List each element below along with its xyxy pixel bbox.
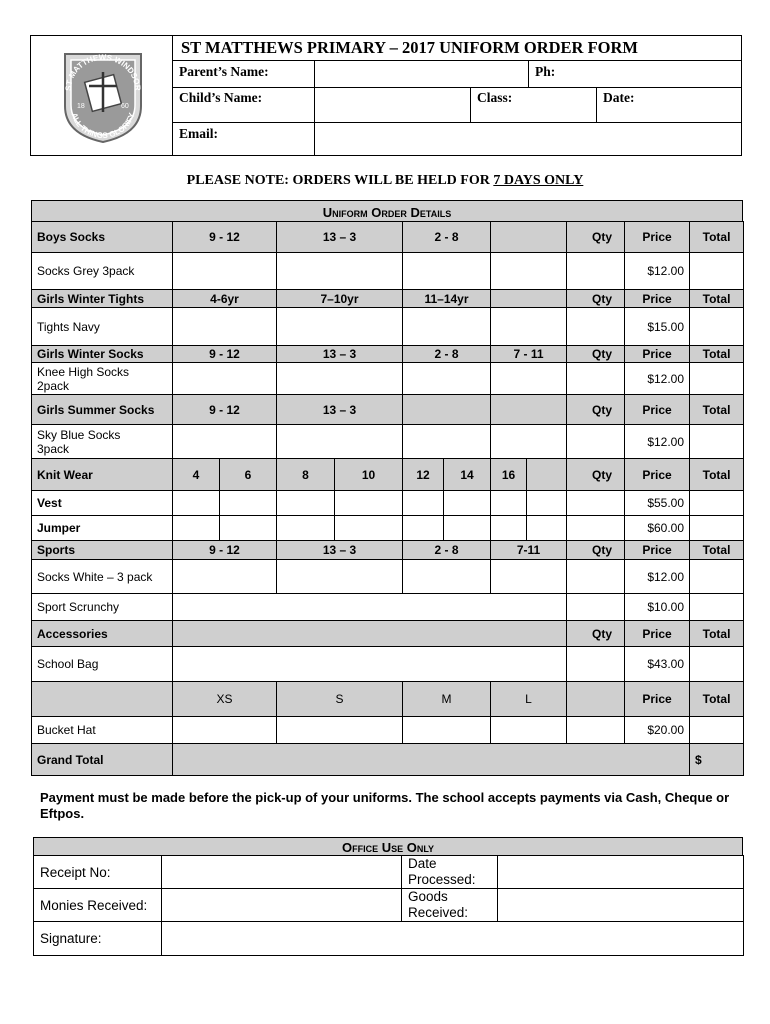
item-label: Sport Scrunchy — [32, 594, 173, 621]
size-input[interactable] — [403, 425, 491, 459]
form-title: ST MATTHEWS PRIMARY – 2017 UNIFORM ORDER FORM — [181, 38, 638, 57]
price-header: Price — [625, 395, 690, 425]
size-input[interactable] — [403, 560, 491, 594]
size-header: 9 - 12 — [173, 541, 277, 560]
price-header: Price — [625, 621, 690, 647]
total-header: Total — [690, 222, 744, 253]
signature-field[interactable] — [162, 922, 744, 956]
price-value: $12.00 — [625, 363, 690, 395]
size-input[interactable] — [403, 491, 444, 516]
price-value: $55.00 — [625, 491, 690, 516]
total-header: Total — [690, 621, 744, 647]
size-header-blank — [491, 290, 567, 308]
date-field[interactable] — [643, 88, 739, 121]
item-label: School Bag — [32, 647, 173, 682]
item-label-line: Knee High Socks — [37, 364, 130, 379]
knit-wear-label: Knit Wear — [32, 459, 173, 491]
item-label: Vest — [32, 491, 173, 516]
phone-field[interactable] — [571, 61, 739, 86]
qty-input[interactable] — [567, 717, 625, 744]
qty-header: Qty — [567, 541, 625, 560]
qty-input[interactable] — [567, 491, 625, 516]
size-input[interactable] — [527, 516, 567, 541]
size-header: 2 - 8 — [403, 541, 491, 560]
item-label: Tights Navy — [32, 308, 173, 346]
parents-name-label: Parent’s Name: — [179, 64, 269, 79]
size-input[interactable] — [277, 363, 403, 395]
note-days: 7 DAYS ONLY — [493, 173, 584, 188]
monies-received-label: Monies Received: — [34, 889, 162, 922]
size-header: 13 – 3 — [277, 541, 403, 560]
table-row — [32, 560, 744, 594]
price-value: $20.00 — [625, 717, 690, 744]
total-header: Total — [690, 459, 744, 491]
girls-tights-header-row — [32, 290, 744, 308]
svg-text:ST MATTHEWS WINDSOR: ST MATTHEWS WINDSOR — [63, 52, 143, 92]
size-header: 4-6yr — [173, 290, 277, 308]
price-header: Price — [625, 290, 690, 308]
price-header: Price — [625, 222, 690, 253]
price-value: $43.00 — [625, 647, 690, 682]
size-input[interactable] — [335, 516, 403, 541]
grand-total-blank — [173, 744, 690, 776]
uniform-order-table — [31, 221, 744, 776]
size-input[interactable] — [491, 516, 527, 541]
size-header: S — [277, 682, 403, 717]
price-value: $12.00 — [625, 560, 690, 594]
size-header: M — [403, 682, 491, 717]
size-input[interactable] — [220, 491, 277, 516]
size-input[interactable] — [491, 363, 567, 395]
table-row — [32, 491, 744, 516]
size-input[interactable] — [491, 717, 567, 744]
size-input[interactable] — [173, 717, 277, 744]
qty-header: Qty — [567, 621, 625, 647]
price-value: $15.00 — [625, 308, 690, 346]
goods-received-field[interactable] — [498, 889, 744, 922]
girls-winter-socks-header-row — [32, 346, 744, 363]
price-value: $12.00 — [625, 253, 690, 290]
size-header-blank — [491, 395, 567, 425]
total-input[interactable] — [690, 717, 744, 744]
monies-received-field[interactable] — [162, 889, 402, 922]
uniform-order-section — [31, 200, 743, 776]
boys-socks-header-row — [32, 222, 744, 253]
qty-header: Qty — [567, 222, 625, 253]
table-row — [32, 594, 744, 621]
qty-input[interactable] — [567, 594, 625, 621]
price-header: Price — [625, 459, 690, 491]
size-input[interactable] — [220, 516, 277, 541]
size-header: L — [491, 682, 567, 717]
price-value: $10.00 — [625, 594, 690, 621]
table-row — [32, 425, 744, 459]
svg-text:60: 60 — [121, 103, 129, 110]
item-label-line: 2pack — [37, 378, 70, 393]
size-input[interactable] — [491, 308, 567, 346]
total-input[interactable] — [690, 560, 744, 594]
size-header: 14 — [444, 459, 491, 491]
qty-input[interactable] — [567, 308, 625, 346]
sports-header-row — [32, 541, 744, 560]
girls-summer-socks-label: Girls Summer Socks — [32, 395, 173, 425]
total-input[interactable] — [690, 253, 744, 290]
size-input[interactable] — [277, 516, 335, 541]
size-header-blank — [491, 222, 567, 253]
size-header: 13 – 3 — [277, 346, 403, 363]
qty-header: Qty — [567, 346, 625, 363]
size-input[interactable] — [491, 560, 567, 594]
size-input[interactable] — [173, 560, 277, 594]
svg-text:18: 18 — [77, 103, 85, 110]
table-row — [32, 363, 744, 395]
size-header: 6 — [220, 459, 277, 491]
total-header: Total — [690, 541, 744, 560]
hat-label-blank — [32, 682, 173, 717]
size-input[interactable] — [173, 491, 220, 516]
grand-total-row — [32, 744, 744, 776]
date-processed-field[interactable] — [498, 856, 744, 889]
class-label: Class: — [477, 90, 513, 105]
childs-name-label: Child’s Name: — [179, 90, 263, 105]
size-header-blank — [527, 459, 567, 491]
hat-header-row — [32, 682, 744, 717]
size-input[interactable] — [173, 647, 567, 682]
size-input[interactable] — [173, 594, 567, 621]
receipt-no-label: Receipt No: — [34, 856, 162, 889]
size-header: 16 — [491, 459, 527, 491]
table-row — [32, 717, 744, 744]
size-input[interactable] — [277, 717, 403, 744]
boys-socks-label: Boys Socks — [32, 222, 173, 253]
item-label-line: 3pack — [37, 441, 70, 456]
table-row — [32, 308, 744, 346]
item-label-line: Sky Blue Socks — [37, 427, 121, 442]
size-input[interactable] — [403, 308, 491, 346]
qty-header: Qty — [567, 290, 625, 308]
size-input[interactable] — [444, 491, 491, 516]
item-label: Bucket Hat — [32, 717, 173, 744]
qty-input[interactable] — [567, 363, 625, 395]
size-input[interactable] — [277, 491, 335, 516]
size-input[interactable] — [444, 516, 491, 541]
total-input[interactable] — [690, 425, 744, 459]
qty-input[interactable] — [567, 425, 625, 459]
total-header: Total — [690, 682, 744, 717]
total-input[interactable] — [690, 594, 744, 621]
office-title: Office Use Only — [33, 837, 743, 855]
size-header: 13 – 3 — [277, 222, 403, 253]
signature-label: Signature: — [34, 922, 162, 956]
date-processed-label: Date Processed: — [402, 856, 498, 889]
qty-header: Qty — [567, 459, 625, 491]
qty-header-blank — [567, 682, 625, 717]
table-row — [32, 516, 744, 541]
knit-wear-header-row — [32, 459, 744, 491]
girls-winter-socks-label: Girls Winter Socks — [32, 346, 173, 363]
size-input[interactable] — [173, 425, 277, 459]
size-header: 4 — [173, 459, 220, 491]
size-input[interactable] — [491, 253, 567, 290]
school-crest-icon — [57, 48, 149, 144]
item-label — [32, 425, 173, 459]
size-header-blank — [403, 395, 491, 425]
total-input[interactable] — [690, 647, 744, 682]
size-input[interactable] — [277, 560, 403, 594]
please-note — [0, 173, 770, 189]
total-header: Total — [690, 346, 744, 363]
date-label: Date: — [603, 90, 635, 105]
office-use-section — [33, 837, 743, 956]
size-input[interactable] — [403, 516, 444, 541]
grand-total-label: Grand Total — [32, 744, 173, 776]
grand-total-value[interactable]: $ — [690, 744, 744, 776]
receipt-no-field[interactable] — [162, 856, 402, 889]
total-input[interactable] — [690, 516, 744, 541]
price-header: Price — [625, 346, 690, 363]
table-row — [32, 647, 744, 682]
total-input[interactable] — [690, 491, 744, 516]
goods-received-label: Goods Received: — [402, 889, 498, 922]
total-input[interactable] — [690, 363, 744, 395]
girls-tights-label: Girls Winter Tights — [32, 290, 173, 308]
email-field[interactable] — [315, 123, 739, 154]
size-input[interactable] — [173, 516, 220, 541]
price-value: $60.00 — [625, 516, 690, 541]
size-header: 9 - 12 — [173, 346, 277, 363]
size-header: 13 – 3 — [277, 395, 403, 425]
header-box — [30, 35, 742, 156]
accessories-header-row — [32, 621, 744, 647]
girls-summer-socks-header-row — [32, 395, 744, 425]
total-header: Total — [690, 290, 744, 308]
price-value: $12.00 — [625, 425, 690, 459]
price-header: Price — [625, 682, 690, 717]
accessories-label: Accessories — [32, 621, 173, 647]
qty-input[interactable] — [567, 647, 625, 682]
size-header: 2 - 8 — [403, 222, 491, 253]
item-label: Socks White – 3 pack — [32, 560, 173, 594]
size-input[interactable] — [277, 253, 403, 290]
size-header: 9 - 12 — [173, 222, 277, 253]
svg-text:ALL THINGS GLORIFY: ALL THINGS GLORIFY — [69, 111, 137, 141]
note-text: PLEASE NOTE: ORDERS WILL BE HELD FOR — [186, 173, 494, 188]
parents-name-field[interactable] — [315, 61, 527, 86]
item-label: Socks Grey 3pack — [32, 253, 173, 290]
email-label: Email: — [179, 126, 218, 141]
table-row — [32, 253, 744, 290]
item-label — [32, 363, 173, 395]
total-header: Total — [690, 395, 744, 425]
order-title: Uniform Order Details — [31, 200, 743, 221]
phone-label: Ph: — [535, 64, 556, 79]
size-input[interactable] — [277, 425, 403, 459]
size-input[interactable] — [335, 491, 403, 516]
item-label: Jumper — [32, 516, 173, 541]
size-header-blank — [173, 621, 567, 647]
size-header: 8 — [277, 459, 335, 491]
qty-input[interactable] — [567, 516, 625, 541]
size-header: 11–14yr — [403, 290, 491, 308]
size-header: 9 - 12 — [173, 395, 277, 425]
size-input[interactable] — [527, 491, 567, 516]
qty-header: Qty — [567, 395, 625, 425]
sports-label: Sports — [32, 541, 173, 560]
childs-name-field[interactable] — [315, 88, 469, 121]
price-header: Price — [625, 541, 690, 560]
total-input[interactable] — [690, 308, 744, 346]
logo-cell — [31, 36, 173, 155]
class-field[interactable] — [521, 88, 595, 121]
size-header: 10 — [335, 459, 403, 491]
size-input[interactable] — [491, 491, 527, 516]
size-header: 12 — [403, 459, 444, 491]
size-header: 2 - 8 — [403, 346, 491, 363]
size-input[interactable] — [173, 253, 277, 290]
size-header: 7–10yr — [277, 290, 403, 308]
qty-input[interactable] — [567, 560, 625, 594]
size-input[interactable] — [403, 253, 491, 290]
size-input[interactable] — [403, 363, 491, 395]
size-input[interactable] — [491, 425, 567, 459]
size-header: 7-11 — [491, 541, 567, 560]
office-use-table — [33, 855, 744, 956]
size-input[interactable] — [277, 308, 403, 346]
size-input[interactable] — [173, 363, 277, 395]
size-header: XS — [173, 682, 277, 717]
qty-input[interactable] — [567, 253, 625, 290]
size-input[interactable] — [173, 308, 277, 346]
size-input[interactable] — [403, 717, 491, 744]
payment-note: Payment must be made before the pick-up of your uniforms. The school accepts payments via Cash, Cheque or Eftpos. — [40, 790, 730, 821]
size-header: 7 - 11 — [491, 346, 567, 363]
